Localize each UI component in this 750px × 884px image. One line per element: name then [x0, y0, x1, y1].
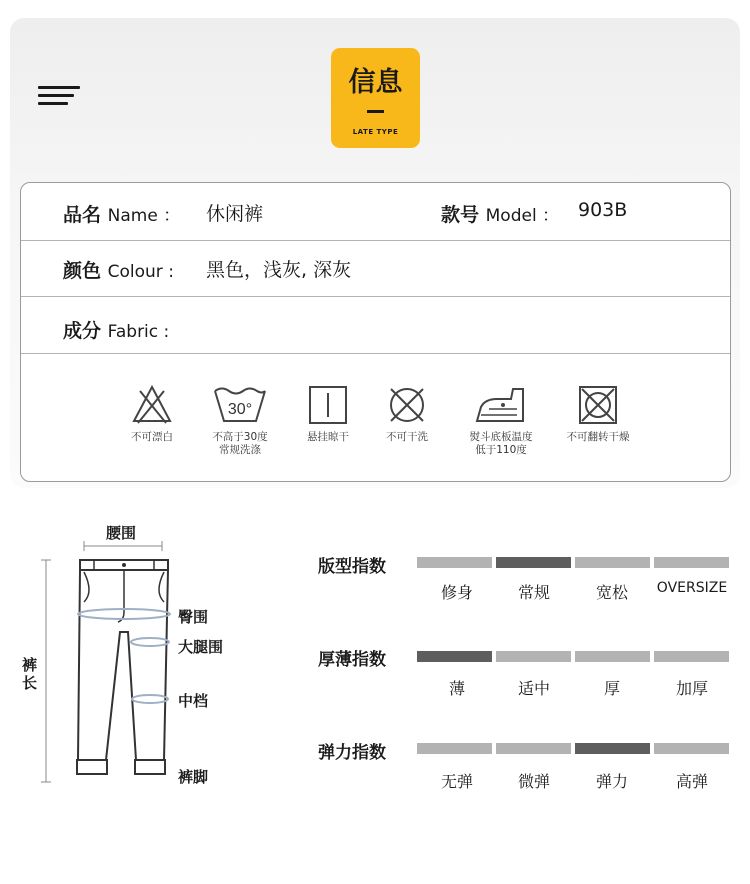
thickness-option-label: 适中	[517, 679, 550, 698]
elasticity-segment	[654, 743, 729, 754]
elasticity-option-label: 高弹	[675, 772, 708, 791]
thickness-index-title: 厚薄指数	[318, 650, 386, 670]
fit-segment	[575, 557, 650, 568]
elasticity-segment	[417, 743, 492, 754]
thickness-segment	[417, 651, 492, 662]
iron-low-icon	[473, 383, 529, 427]
model-label-cn: 款号	[441, 204, 480, 226]
wash-30-icon	[212, 383, 268, 427]
care-no-bleach	[107, 383, 197, 444]
model-label	[441, 200, 559, 227]
care-text: 熨斗底板温度 低于110度	[469, 431, 533, 456]
menu-icon[interactable]	[38, 86, 80, 110]
thickness-segment	[654, 651, 729, 662]
fabric-label-en: Fabric :	[107, 322, 170, 342]
care-hang-dry	[283, 383, 373, 444]
elasticity-option-label: 微弹	[517, 772, 550, 791]
length-label: 裤长	[22, 656, 38, 692]
fit-option-label: 常规	[517, 583, 550, 602]
hem-label: 裤脚	[178, 768, 209, 786]
elasticity-segment	[575, 743, 650, 754]
model-value: 903B	[578, 199, 628, 221]
fit-segment	[654, 557, 729, 568]
colour-label-cn: 颜色	[63, 260, 102, 282]
elasticity-option-label: 弹力	[595, 772, 628, 791]
hang-dry-icon	[306, 383, 350, 427]
colour-label-en: Colour :	[107, 262, 174, 282]
colour-value: 黑色，浅灰, 深灰	[206, 259, 352, 281]
fit-index-title: 版型指数	[318, 557, 386, 577]
hip-label: 臀围	[178, 608, 209, 626]
rise-label: 中档	[178, 692, 209, 710]
thigh-label: 大腿围	[178, 638, 224, 656]
fit-option-label: 修身	[440, 583, 473, 602]
thickness-option-label: 厚	[603, 679, 620, 698]
no-dry-clean-icon	[385, 383, 429, 427]
elasticity-index-title: 弹力指数	[318, 743, 386, 763]
thickness-segment	[496, 651, 571, 662]
no-tumble-dry-icon	[576, 383, 620, 427]
fit-option-label: OVERSIZE	[656, 580, 728, 596]
info-badge	[331, 48, 420, 148]
no-bleach-icon	[130, 383, 174, 427]
badge-title: 信息	[348, 67, 403, 98]
model-label-en: Model ：	[485, 206, 560, 226]
row-divider	[21, 353, 730, 354]
care-text: 不高于30度 常规洗涤	[212, 431, 268, 456]
size-diagram	[14, 520, 244, 800]
elasticity-segment	[496, 743, 571, 754]
badge-subtitle: LATE TYPE	[352, 128, 399, 136]
fabric-label-cn: 成分	[63, 320, 102, 342]
colour-label	[63, 256, 174, 283]
fabric-label	[63, 316, 169, 343]
name-value: 休闲裤	[206, 203, 264, 225]
row-divider	[21, 240, 730, 241]
name-label-en: Name ：	[107, 206, 181, 226]
name-label	[63, 200, 180, 227]
thickness-segment	[575, 651, 650, 662]
care-no-dry-clean	[362, 383, 452, 444]
elasticity-option-label: 无弹	[440, 772, 473, 791]
fit-segment	[496, 557, 571, 568]
fit-segment	[417, 557, 492, 568]
wash-temp-label: 30°	[227, 401, 253, 418]
thickness-option-label: 加厚	[675, 679, 708, 698]
pants-outline-icon	[14, 520, 244, 800]
care-text: 不可干洗	[386, 431, 428, 443]
thickness-option-label: 薄	[448, 679, 465, 698]
care-no-tumble-dry	[553, 383, 643, 444]
care-iron-low	[456, 383, 546, 457]
care-text: 不可翻转干燥	[566, 431, 630, 443]
product-info-table	[20, 182, 731, 482]
care-text: 不可漂白	[131, 431, 173, 443]
fit-option-label: 宽松	[595, 583, 628, 602]
care-text: 悬挂晾干	[307, 431, 349, 443]
waist-label: 腰围	[106, 524, 137, 542]
care-wash-30	[195, 383, 285, 457]
row-divider	[21, 296, 730, 297]
badge-dash	[367, 110, 384, 113]
name-label-cn: 品名	[63, 204, 102, 226]
